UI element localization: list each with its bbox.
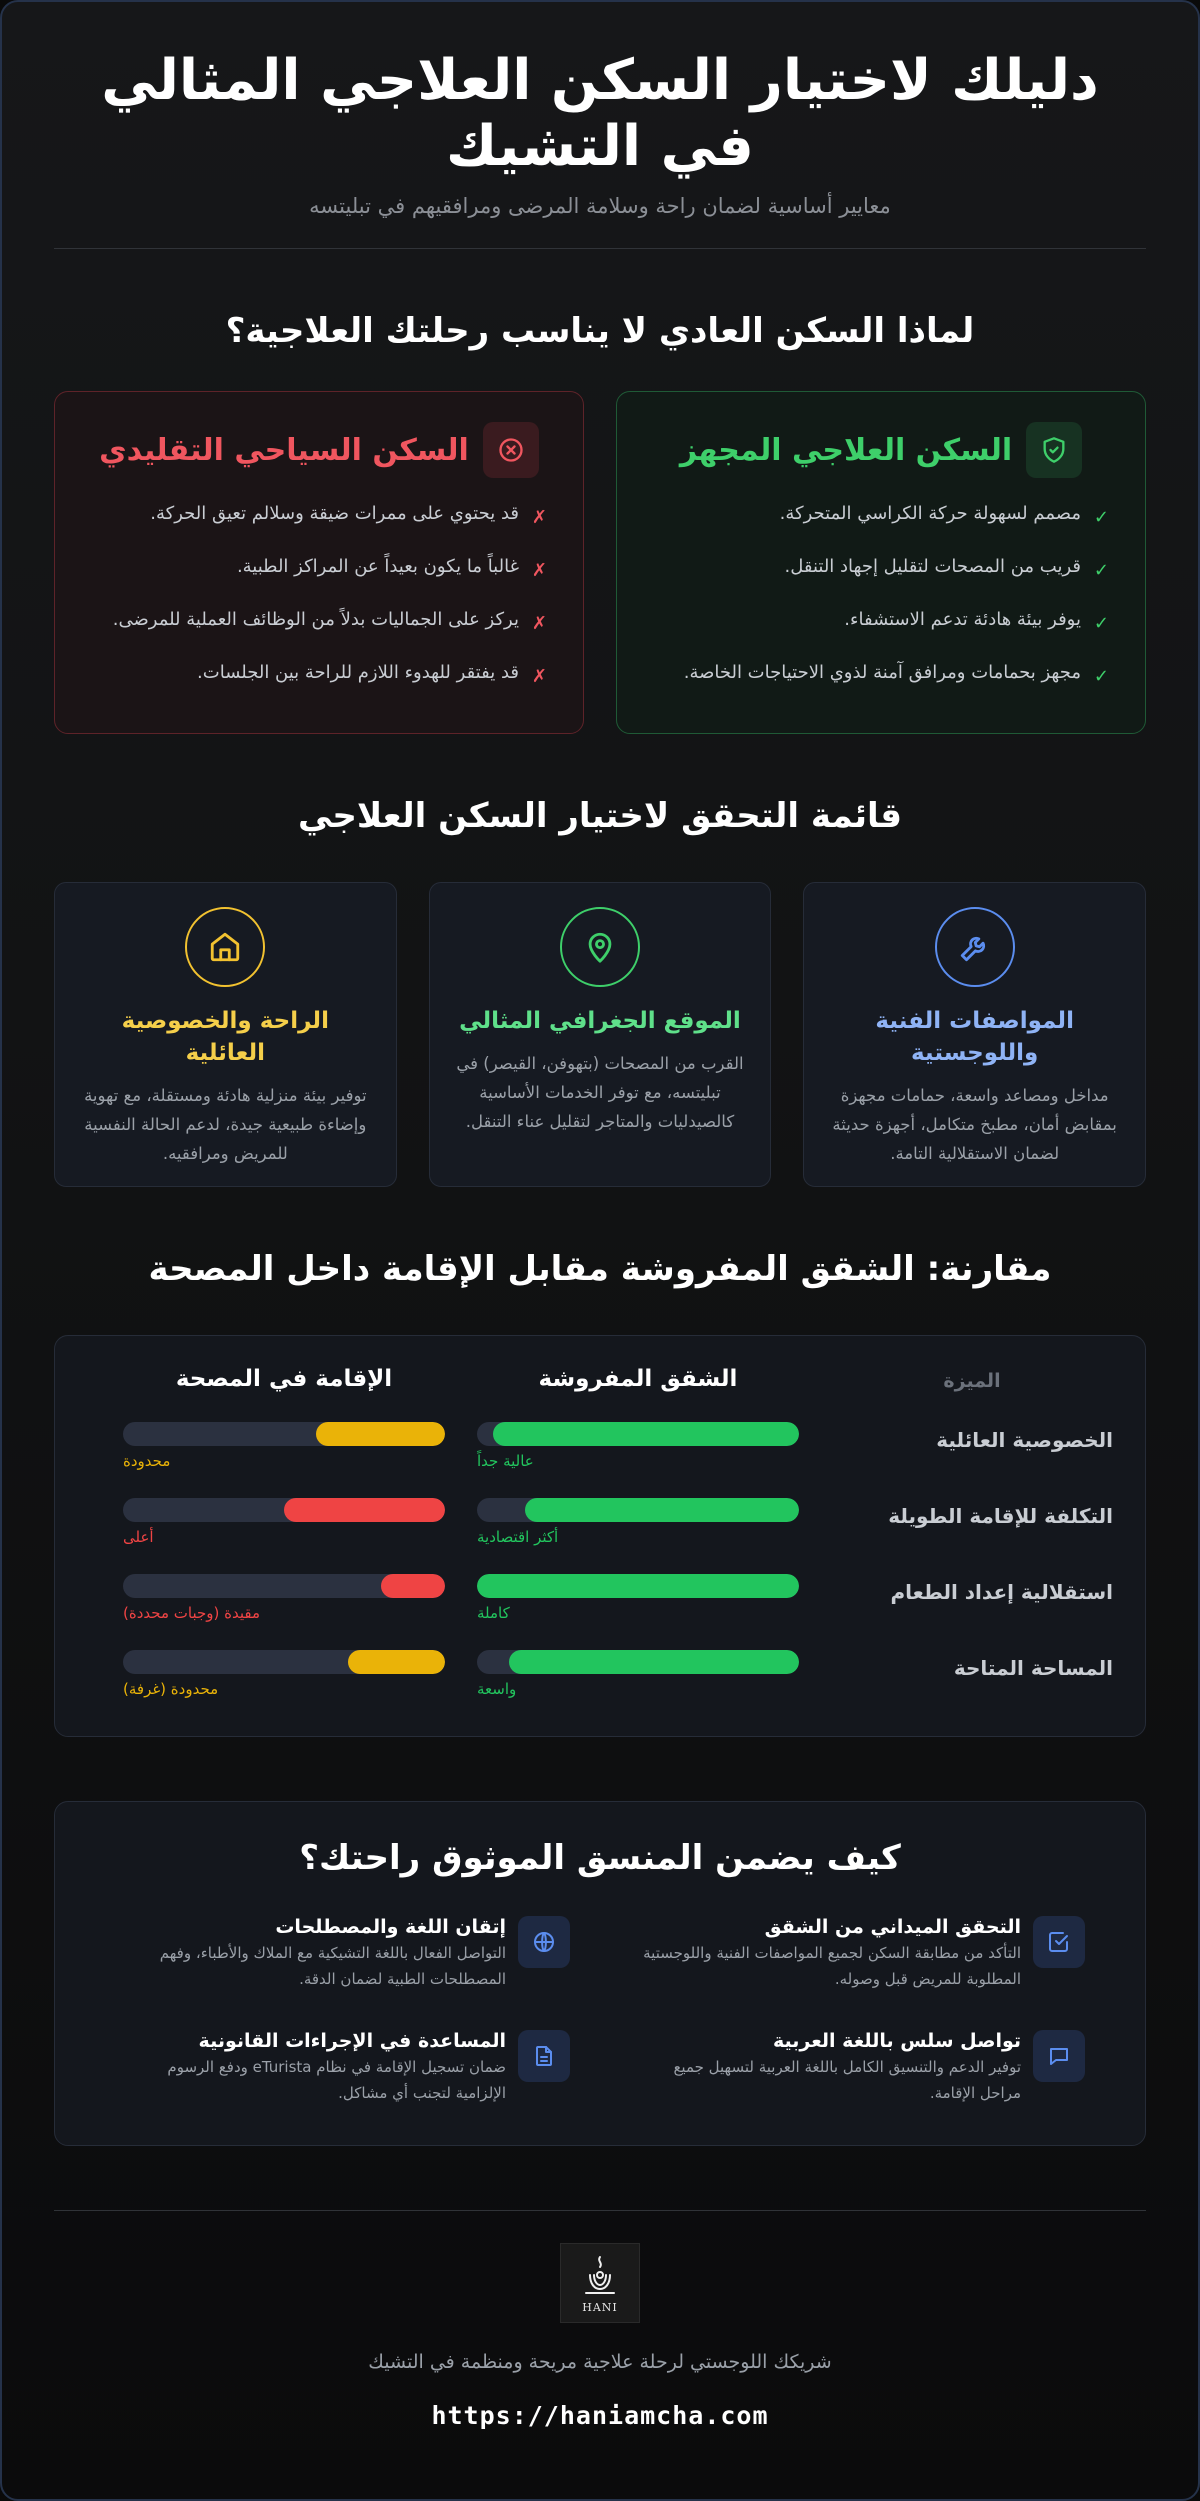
- apartments-bar-label: أكثر اقتصادية: [477, 1528, 559, 1546]
- wrench-icon: [935, 907, 1015, 987]
- apartments-bar-fill: [477, 1574, 799, 1598]
- apartments-bar-track: [477, 1574, 799, 1598]
- logo-emblem-icon: [580, 2253, 620, 2299]
- list-item: [653, 659, 1109, 690]
- hero: [54, 2, 1146, 218]
- feature-desc: توفير الدعم والتنسيق الكامل باللغة العربية لتسهيل جميع مراحل الإقامة.: [673, 2058, 1021, 2102]
- checklist-card-title: المواصفات الفنية واللوجستية: [875, 1008, 1074, 1066]
- apartments-cell: [477, 1422, 799, 1470]
- apartments-cell: [477, 1650, 799, 1698]
- cross-icon: ✗: [531, 666, 547, 687]
- sanatorium-bar-track: [123, 1574, 445, 1598]
- list-item-text: يركز على الجماليات بدلاً من الوظائف العملية للمرضى.: [112, 609, 519, 630]
- sanatorium-cell: [123, 1498, 445, 1546]
- housing-compare-cards: [54, 391, 1146, 734]
- tourist-housing-header: [91, 422, 547, 478]
- list-item: [91, 659, 547, 690]
- sanatorium-bar-track: [123, 1498, 445, 1522]
- list-item: [91, 606, 547, 637]
- sanatorium-column-header: الإقامة في المصحة: [175, 1366, 393, 1392]
- apartments-column-header: الشقق المفروشة: [538, 1366, 738, 1392]
- comparison-heading: مقارنة: الشقق المفروشة مقابل الإقامة داخل المصحة: [148, 1249, 1052, 1289]
- equipped-housing-header: [653, 422, 1109, 478]
- tourist-housing-list: [91, 500, 547, 690]
- apartments-bar-track: [477, 1650, 799, 1674]
- feature-text: [115, 2028, 506, 2106]
- checklist-card-title: الموقع الجغرافي المثالي: [459, 1008, 741, 1034]
- sanatorium-bar-label: محدودة: [123, 1452, 171, 1470]
- check-icon: ✓: [1093, 507, 1109, 528]
- table-row: [87, 1650, 1113, 1726]
- check-icon: ✓: [1093, 666, 1109, 687]
- sanatorium-bar-track: [123, 1650, 445, 1674]
- apartments-bar-fill: [493, 1422, 799, 1446]
- feature-item: [630, 2028, 1085, 2106]
- comparison-body: [87, 1422, 1113, 1726]
- sanatorium-cell: [123, 1574, 445, 1622]
- list-item-text: غالباً ما يكون بعيداً عن المراكز الطبية.: [236, 556, 519, 577]
- checklist-heading: قائمة التحقق لاختيار السكن العلاجي: [297, 796, 903, 836]
- sanatorium-bar-track: [123, 1422, 445, 1446]
- page-subtitle: معايير أساسية لضمان راحة وسلامة المرضى ومرافقيهم في تبليتسه: [309, 194, 891, 218]
- list-item: [653, 606, 1109, 637]
- checklist-card-location: [429, 882, 772, 1187]
- list-item: [653, 500, 1109, 531]
- document-icon: [518, 2030, 570, 2082]
- checklist-card-comfort: [54, 882, 397, 1187]
- list-item: [91, 553, 547, 584]
- list-item-text: مصمم لسهولة حركة الكراسي المتحركة.: [779, 503, 1081, 524]
- footer-divider: [54, 2210, 1146, 2211]
- x-circle-icon: [483, 422, 539, 478]
- feature-text: [630, 2028, 1021, 2106]
- logo-text: HANI: [582, 2300, 618, 2314]
- checklist-card-desc: مداخل ومصاعد واسعة، حمامات مجهزة بمقابض أمان، مطبخ متكامل، أجهزة حديثة لضمان الاستقلالية التامة.: [832, 1086, 1117, 1163]
- coordinator-features: [55, 1914, 1145, 2106]
- page-title: دليلك لاختيار السكن العلاجي المثالي في التشيك: [101, 48, 1099, 179]
- apartments-bar-label: واسعة: [477, 1680, 517, 1698]
- feature-column-header: الميزة: [943, 1370, 1001, 1392]
- feature-label: المساحة المتاحة: [953, 1656, 1113, 1680]
- shield-check-icon: [1026, 422, 1082, 478]
- list-item-text: قد يفتقر للهدوء اللازم للراحة بين الجلسات.: [197, 662, 519, 683]
- sanatorium-bar-fill: [284, 1498, 445, 1522]
- comparison-table: [54, 1335, 1146, 1737]
- equipped-housing-card: [616, 391, 1146, 734]
- tourist-housing-card: [54, 391, 584, 734]
- apartments-cell: [477, 1498, 799, 1546]
- feature-desc: التأكد من مطابقة السكن لجميع المواصفات الفنية واللوجستية المطلوبة للمريض قبل وصوله.: [643, 1944, 1021, 1988]
- list-item-text: يوفر بيئة هادئة تدعم الاستشفاء.: [844, 609, 1081, 630]
- feature-text: [115, 1914, 506, 1992]
- sanatorium-bar-fill: [381, 1574, 445, 1598]
- table-row: [87, 1422, 1113, 1498]
- feature-label: استقلالية إعداد الطعام: [890, 1580, 1113, 1604]
- checklist-card-technical: [803, 882, 1146, 1187]
- apartments-bar-track: [477, 1498, 799, 1522]
- home-icon: [185, 907, 265, 987]
- checklist-card-desc: توفير بيئة منزلية هادئة ومستقلة، مع تهوية وإضاءة طبيعية جيدة، لدعم الحالة النفسية للمريض ومرافقيه.: [84, 1086, 367, 1163]
- chat-icon: [1033, 2030, 1085, 2082]
- header-divider: [54, 248, 1146, 249]
- check-icon: ✓: [1093, 613, 1109, 634]
- cross-icon: ✗: [531, 507, 547, 528]
- feature-title: المساعدة في الإجراءات القانونية: [198, 2030, 506, 2052]
- equipped-housing-title: السكن العلاجي المجهز: [679, 432, 1013, 468]
- apartments-bar-fill: [525, 1498, 799, 1522]
- feature-item: [115, 1914, 570, 1992]
- coordinator-heading: كيف يضمن المنسق الموثوق راحتك؟: [299, 1838, 901, 1878]
- check-icon: ✓: [1093, 560, 1109, 581]
- list-item-text: مجهز بحمامات ومرافق آمنة لذوي الاحتياجات الخاصة.: [683, 662, 1081, 683]
- sanatorium-bar-label: محدودة (غرفة): [123, 1680, 219, 1698]
- list-item-text: قد يحتوي على ممرات ضيقة وسلالم تعيق الحركة.: [150, 503, 519, 524]
- page-content: [54, 2, 1146, 2430]
- table-row: [87, 1498, 1113, 1574]
- feature-desc: التواصل الفعال باللغة التشيكية مع الملاك والأطباء، وفهم المصطلحات الطبية لضمان الدقة.: [159, 1944, 506, 1988]
- list-item-text: قريب من المصحات لتقليل إجهاد التنقل.: [784, 556, 1081, 577]
- sanatorium-bar-label: مقيدة (وجبات محددة): [123, 1604, 260, 1622]
- globe-icon: [518, 1916, 570, 1968]
- tourist-housing-title: السكن السياحي التقليدي: [99, 432, 469, 468]
- sanatorium-bar-fill: [316, 1422, 445, 1446]
- feature-item: [115, 2028, 570, 2106]
- sanatorium-bar-label: أعلى: [123, 1528, 154, 1546]
- checklist-card-title: الراحة والخصوصية العائلية: [121, 1008, 329, 1066]
- apartments-bar-fill: [509, 1650, 799, 1674]
- cross-icon: ✗: [531, 613, 547, 634]
- sanatorium-cell: [123, 1422, 445, 1470]
- feature-item: [630, 1914, 1085, 1992]
- apartments-bar-label: كاملة: [477, 1604, 510, 1622]
- checklist-card-desc: القرب من المصحات (بتهوفن، القيصر) في تبليتسه، مع توفر الخدمات الأساسية كالصيدليات والمتاجر لتقليل عناء التنقل.: [456, 1054, 744, 1131]
- feature-label: التكلفة للإقامة الطويلة: [888, 1504, 1113, 1528]
- comparison-header-row: [87, 1366, 1113, 1392]
- apartments-bar-label: عالية جداً: [477, 1452, 534, 1470]
- sanatorium-bar-fill: [348, 1650, 445, 1674]
- table-row: [87, 1574, 1113, 1650]
- checklist-cards: [54, 882, 1146, 1187]
- cross-icon: ✗: [531, 560, 547, 581]
- list-item: [91, 500, 547, 531]
- apartments-bar-track: [477, 1422, 799, 1446]
- check-square-icon: [1033, 1916, 1085, 1968]
- feature-text: [630, 1914, 1021, 1992]
- feature-desc: ضمان تسجيل الإقامة في نظام eTurista ودفع الرسوم الإلزامية لتجنب أي مشاكل.: [167, 2058, 506, 2102]
- apartments-cell: [477, 1574, 799, 1622]
- coordinator-panel: [54, 1801, 1146, 2146]
- why-heading: لماذا السكن العادي لا يناسب رحلتك العلاجية؟: [225, 311, 975, 351]
- brand-logo: [560, 2243, 640, 2323]
- map-pin-icon: [560, 907, 640, 987]
- footer-tagline: شريكك اللوجستي لرحلة علاجية مريحة ومنظمة في التشيك: [368, 2351, 832, 2373]
- feature-title: التحقق الميداني من الشقق: [764, 1916, 1021, 1938]
- feature-label: الخصوصية العائلية: [936, 1428, 1113, 1452]
- sanatorium-cell: [123, 1650, 445, 1698]
- feature-title: تواصل سلس باللغة العربية: [772, 2030, 1021, 2052]
- equipped-housing-list: [653, 500, 1109, 690]
- list-item: [653, 553, 1109, 584]
- website-link[interactable]: https://haniamcha.com: [431, 2401, 769, 2430]
- feature-title: إتقان اللغة والمصطلحات: [275, 1916, 506, 1938]
